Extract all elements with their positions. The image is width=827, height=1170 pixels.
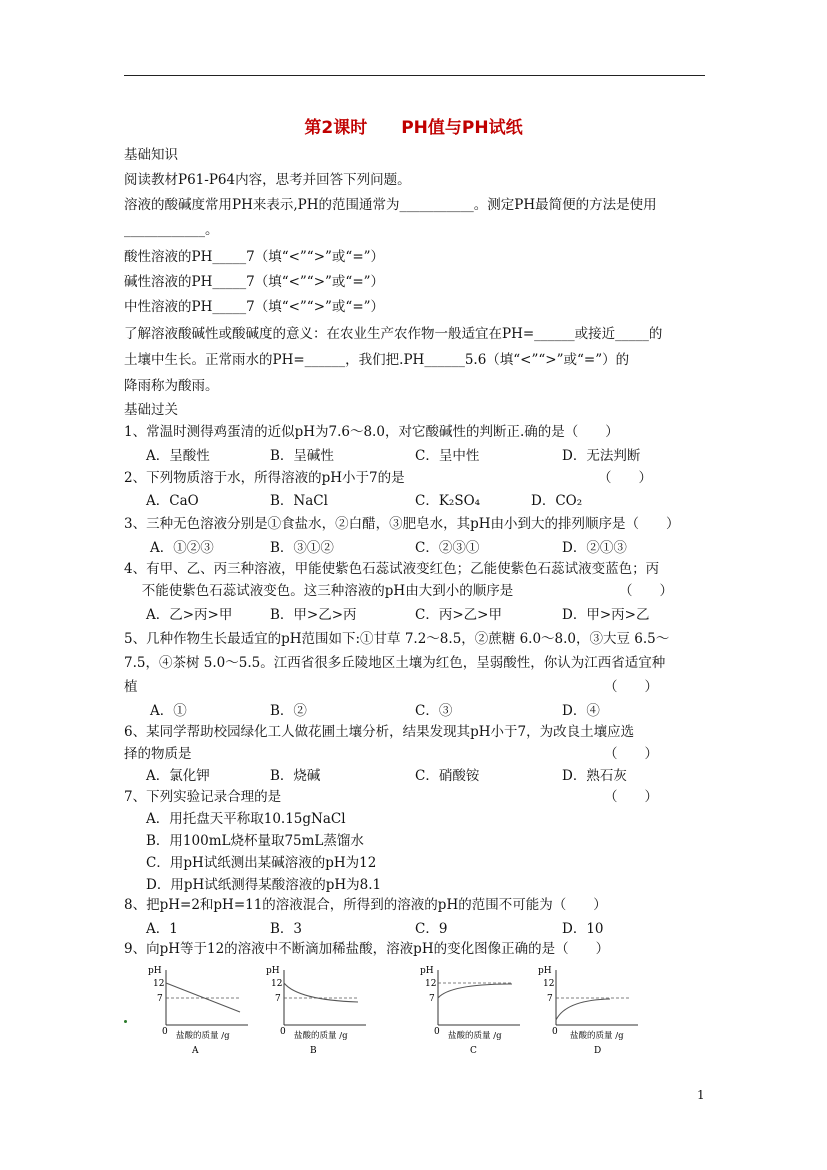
stray-mark: [124, 1020, 127, 1023]
graph-letter: D: [594, 1046, 602, 1056]
option-c: C．丙>乙>甲: [415, 607, 502, 623]
knowledge-line: ____________。: [124, 222, 219, 238]
origin-label: 0: [552, 1027, 558, 1037]
question-stem: 7、下列实验记录合理的是: [124, 789, 282, 805]
graph-a: [140, 962, 255, 1057]
knowledge-line: 碱性溶液的PH_____7（填“<”“>”或“=”）: [124, 274, 385, 290]
option-c: C．呈中性: [415, 448, 480, 464]
question-stem: 9、向pH等于12的溶液中不断滴加稀盐酸，溶液pH的变化图像正确的是（ ）: [124, 941, 610, 957]
graph-ylabel: pH: [266, 966, 280, 976]
option-d: D．无法判断: [562, 448, 641, 464]
answer-paren: （ ）: [604, 789, 658, 805]
tick-12: 12: [425, 979, 437, 989]
option-b: B．NaCl: [270, 493, 328, 509]
section-heading-basic-knowledge: 基础知识: [124, 147, 178, 163]
graph-xlabel: 盐酸的质量 /g: [448, 1031, 502, 1041]
origin-label: 0: [162, 1027, 168, 1037]
option-a: A．①②③: [150, 540, 214, 556]
page-title: 第2课时 PH值与PH试纸: [304, 118, 523, 138]
knowledge-line: 了解溶液酸碱性或酸碱度的意义：在农业生产农作物一般适宜在PH=______或接近_____的: [124, 326, 663, 342]
origin-label: 0: [280, 1027, 286, 1037]
answer-paren: （ ）: [598, 470, 652, 486]
question-stem: 8、把pH=2和pH=11的溶液混合，所得到的溶液的pH的范围不可能为（ ）: [124, 897, 607, 913]
question-stem: 4、有甲、乙、丙三种溶液，甲能使紫色石蕊试液变红色；乙能使紫色石蕊试液变蓝色；丙: [124, 561, 660, 577]
option-c: C．K₂SO₄: [415, 493, 481, 509]
graph-xlabel: 盐酸的质量 /g: [294, 1031, 348, 1041]
option-a: A．呈酸性: [146, 448, 210, 464]
option-c: C．9: [415, 921, 448, 937]
option-b: B．呈碱性: [270, 448, 334, 464]
option-a: A．1: [146, 921, 178, 937]
graph-ylabel: pH: [148, 966, 162, 976]
graph-b: [258, 962, 373, 1057]
header-rule: [124, 75, 705, 76]
option-c: C．②③①: [415, 540, 480, 556]
question-stem-cont: 择的物质是: [124, 746, 192, 762]
option-b: B．烧碱: [270, 768, 321, 784]
option-b: B．甲>乙>丙: [270, 607, 357, 623]
option-c: C．用pH试纸测出某碱溶液的pH为12: [146, 855, 377, 871]
option-d: D．10: [562, 921, 604, 937]
question-stem: 6、某同学帮助校园绿化工人做花圃土壤分析，结果发现其pH小于7，为改良土壤应选: [124, 724, 635, 740]
origin-label: 0: [434, 1027, 440, 1037]
knowledge-line: 溶液的酸碱度常用PH来表示,PH的范围通常为___________。测定PH最简便的方法是使用: [124, 197, 657, 213]
tick-12: 12: [271, 979, 283, 989]
option-b: B．3: [270, 921, 303, 937]
option-d: D．②①③: [562, 540, 627, 556]
question-stem-cont: 不能使紫色石蕊试液变色。这三种溶液的pH由大到小的顺序是: [124, 583, 514, 599]
option-b: B．用100mL烧杯量取75mL蒸馏水: [146, 833, 364, 849]
option-d: D．④: [562, 703, 600, 719]
graph-c: [412, 962, 527, 1057]
graph-xlabel: 盐酸的质量 /g: [570, 1031, 624, 1041]
question-stem-cont: 植: [124, 679, 138, 695]
graph-letter: A: [192, 1046, 199, 1056]
option-a: A．用托盘天平称取10.15gNaCl: [146, 811, 346, 827]
tick-7: 7: [547, 994, 553, 1004]
question-stem: 2、下列物质溶于水，所得溶液的pH小于7的是: [124, 470, 405, 486]
page-number: 1: [697, 1088, 705, 1102]
graph-ylabel: pH: [538, 966, 552, 976]
question-stem: 3、三种无色溶液分别是①食盐水，②白醋，③肥皂水，其pH由小到大的排列顺序是（ ）: [124, 516, 680, 532]
question-stem: 5、几种作物生长最适宜的pH范围如下:①甘草 7.2～8.5，②蔗糖 6.0～8.0，③大豆 6.5～: [124, 631, 670, 647]
graph-xlabel: 盐酸的质量 /g: [176, 1031, 230, 1041]
graph-letter: B: [310, 1046, 317, 1056]
tick-7: 7: [429, 994, 435, 1004]
option-a: A．乙>丙>甲: [146, 607, 233, 623]
answer-paren: （ ）: [604, 746, 658, 762]
knowledge-line: 中性溶液的PH_____7（填“<”“>”或“=”）: [124, 299, 385, 315]
question-stem: 1、常温时测得鸡蛋清的近似pH为7.6～8.0，对它酸碱性的判断正.确的是（ ）: [124, 424, 619, 440]
tick-12: 12: [153, 979, 165, 989]
tick-7: 7: [157, 994, 163, 1004]
knowledge-line: 酸性溶液的PH_____7（填“<”“>”或“=”）: [124, 249, 385, 265]
graph-ylabel: pH: [420, 966, 434, 976]
question-stem-cont: 7.5，④茶树 5.0～5.5。江西省很多丘陵地区土壤为红色，呈弱酸性，你认为江西省适宜种: [124, 655, 666, 671]
tick-7: 7: [275, 994, 281, 1004]
knowledge-line: 降雨称为酸雨。: [124, 378, 219, 394]
option-c: C．③: [415, 703, 453, 719]
option-d: D．甲>丙>乙: [562, 607, 650, 623]
tick-12: 12: [543, 979, 555, 989]
graph-letter: C: [470, 1046, 477, 1056]
knowledge-line: 阅读教材P61-P64内容，思考并回答下列问题。: [124, 172, 411, 188]
option-d: D．CO₂: [531, 493, 583, 509]
option-b: B．③①②: [270, 540, 334, 556]
option-d: D．熟石灰: [562, 768, 627, 784]
option-b: B．②: [270, 703, 307, 719]
option-a: A．氯化钾: [146, 768, 210, 784]
option-d: D．用pH试纸测得某酸溶液的pH为8.1: [146, 877, 382, 893]
knowledge-line: 土壤中生长。正常雨水的PH=______，我们把.PH______5.6（填“<”“>”或“=”）的: [124, 352, 630, 368]
option-a: A．①: [150, 703, 187, 719]
answer-paren: （ ）: [619, 583, 673, 599]
option-c: C．硝酸铵: [415, 768, 480, 784]
answer-paren: （ ）: [604, 679, 658, 695]
section-heading-practice: 基础过关: [124, 402, 178, 418]
option-a: A．CaO: [146, 493, 199, 509]
graph-d: [530, 962, 645, 1057]
